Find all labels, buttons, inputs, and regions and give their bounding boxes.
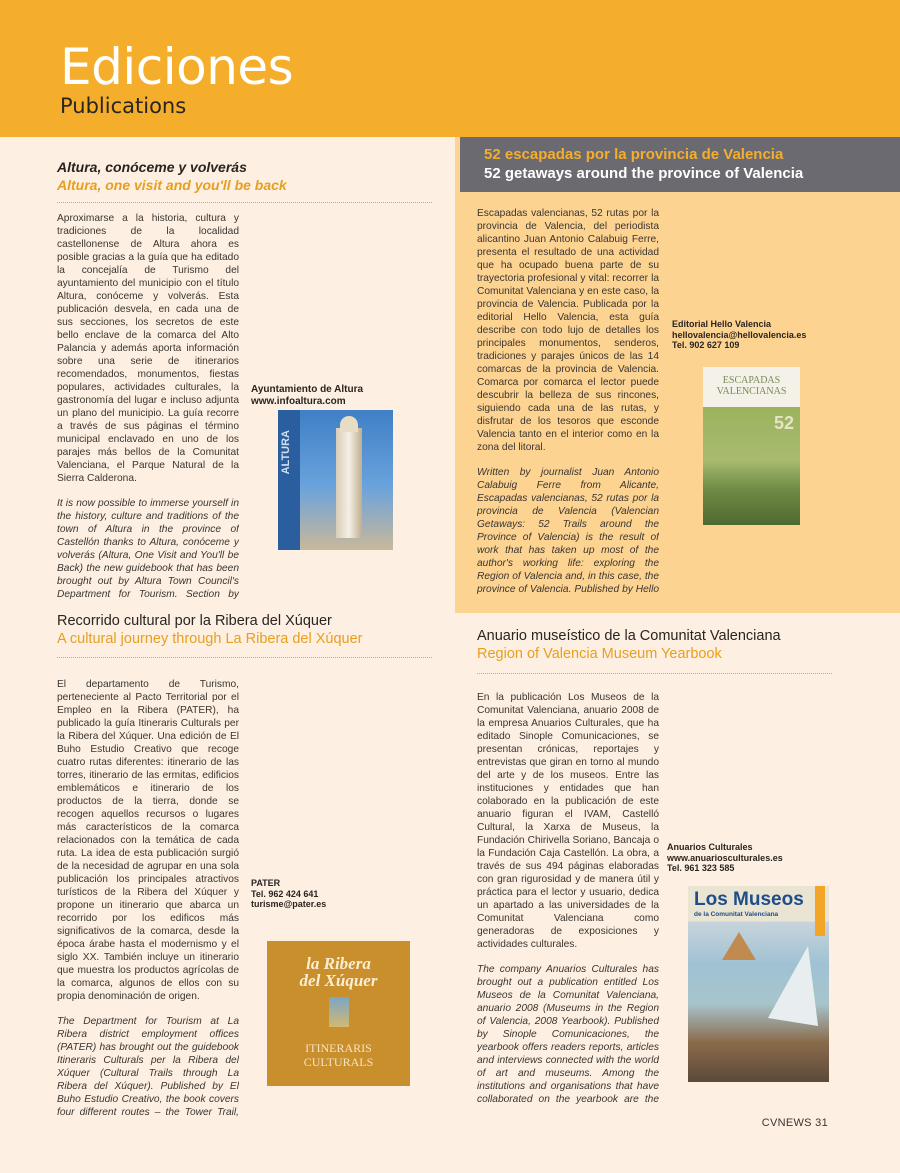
article-title-es: 52 escapadas por la provincia de Valencia: [484, 146, 784, 163]
article-altura-body-cont: [251, 212, 433, 355]
contact-phone: Tel. 902 627 109: [672, 340, 740, 350]
article-body-es: Aproximarse a la historia, cultura y tradiciones de la localidad castellonense de Altura ahora es posible gracias a la guía que ha editado la concejalía de Turismo del ayuntamiento del municipio con el título Altura, conóceme y volverás. Esta publicación desvela, en cada una de sus secciones, los secretos de este bello enclave de la comarca del Alto Palancia y además aporta información sobre una serie de itinerarios recomendados, monumentos, fiestas populares, actividades culturales, la gastronomía del lugar e incluso adjunta un plano del municipio. La guía recorre a través de sus páginas el término municipal enclavado en uno de los parajes más bellos de la Comunitat Valenciana, el Parque Natural de la Sierra Calderona.: [57, 213, 239, 484]
contact-phone: Tel. 961 323 585: [667, 863, 735, 873]
article-altura-body: [57, 212, 239, 613]
article-anuario-heading: [477, 627, 781, 663]
sail: [768, 946, 818, 1026]
cover-title-line: ESCAPADAS: [722, 375, 781, 386]
page-header: [0, 0, 900, 137]
article-title-en: Altura, one visit and you'll be back: [57, 177, 287, 193]
article-title-en: 52 getaways around the province of Valencia: [484, 165, 804, 182]
cover-illustration: [329, 997, 349, 1027]
contact-name: Ayuntamiento de Altura: [251, 384, 364, 395]
divider: [477, 673, 832, 674]
page-number: CVNEWS 31: [761, 1117, 828, 1129]
article-escapadas-body-cont: [672, 207, 854, 351]
cover-subtitle: de la Comunitat Valenciana: [694, 911, 779, 918]
article-title-es: Anuario museístico de la Comunitat Valenciana: [477, 628, 781, 644]
contact-info: [667, 842, 849, 874]
article-body-es: En la publicación Los Museos de la Comunitat Valenciana, anuario 2008 de la empresa Anuarios Culturales, que ha editado Sinople Comunicaciones, se presentan crónicas, reportajes y entrevistas que giran en torno al mundo del arte y de los museos. Entre las instituciones y entidades que han colaborado en la publicación de este anuario figuran el IVAM, Castelló Cultural, la Xarxa de Museus, la Fundación Chirivella Soriano, Bancaja o la Fundación Caja Castellón. La obra, a través de sus 494 páginas elaboradas con gran rigurosidad y de manera útil y práctica para el lector y usuario, dedica un apartado a las universidades de la Comunitat Valenciana como generadoras de exposiciones y actividades culturales.: [477, 692, 659, 950]
ribera-book-cover: [267, 941, 410, 1086]
contact-web[interactable]: www.anuariosculturales.es: [667, 852, 783, 863]
cover-title: [703, 375, 800, 397]
tower-top: [340, 416, 358, 432]
altura-book-cover: [278, 410, 393, 550]
article-altura-contact: [251, 378, 433, 408]
contact-web[interactable]: www.infoaltura.com: [251, 396, 346, 407]
page-subtitle: Publications: [60, 94, 187, 118]
cover-stripe: [815, 886, 825, 936]
contact-info: [672, 319, 854, 351]
article-anuario-body: [477, 691, 659, 1118]
cover-title: Los Museos: [694, 889, 804, 910]
divider: [57, 657, 432, 658]
article-body-en: The company Anuarios Culturales has brought out a publication entitled Los Museos de la Comunitat Valenciana, anuario 2008 (Museums in the Region of Valencia, 2008 Yearbook). Published by Sinople Comunicaciones, the yearbook offers readers reports, articles and interviews connected with the world of art and museums. Among the institutions and organisations that have collaborated on the yearbook are the: [477, 964, 659, 1105]
article-title-es: Altura, conóceme y volverás: [57, 159, 247, 175]
contact-info: [251, 878, 433, 910]
article-body-en-continued: [667, 691, 849, 834]
museos-book-cover: [688, 886, 829, 1082]
sailboat: [722, 932, 756, 960]
cover-number: 52: [773, 413, 794, 433]
contact-phone: Tel. 962 424 641: [251, 888, 319, 899]
contact-info: [251, 384, 433, 408]
article-title-en: Region of Valencia Museum Yearbook: [477, 646, 722, 662]
cover-subtitle: [267, 1041, 410, 1069]
cover-title: ALTURA: [280, 430, 292, 475]
cover-subtitle-line: ITINERARIS: [305, 1041, 372, 1055]
article-body-en-continued: [672, 207, 854, 311]
article-anuario-body-cont: [667, 691, 849, 874]
article-body-en: Written by journalist Juan Antonio Calabuig Ferre from Alicante, Escapadas valencianas, 52 rutas por la provincia de Valencia (Valencian Getaways: 52 Trails around the Province of Valencia) is the result of work that has taken up most of the author's working life: exploring the Region of Valencia and, in this case, the province of Valencia. Published by Hello: [477, 467, 659, 595]
contact-name: Editorial Hello Valencia: [672, 319, 772, 329]
article-body-en-continued: [251, 678, 433, 873]
article-title-en: A cultural journey through La Ribera del Xúquer: [57, 631, 363, 647]
contact-email[interactable]: hellovalencia@hellovalencia.es: [672, 329, 807, 340]
bell-tower: [336, 428, 362, 538]
escapadas-book-cover: [703, 367, 800, 525]
article-body-en: It is now possible to immerse yourself in the history, culture and traditions of the town of Altura in the province of Castellón thanks to Altura, conóceme y volverás (Altura, One Visit and You'll be Back) the new guidebook that has been brought out by Altura Town Council's Department for Tourism. Section by: [57, 498, 239, 600]
contact-name: Anuarios Culturales: [667, 842, 753, 852]
cover-title-line: del Xúquer: [299, 971, 378, 990]
article-altura-heading: [57, 158, 287, 194]
article-escapadas-body: [477, 207, 659, 608]
contact-email[interactable]: turisme@pater.es: [251, 899, 327, 909]
page-title: Ediciones: [60, 38, 294, 96]
cover-title: [267, 955, 410, 989]
cover-title-line: la Ribera: [306, 954, 371, 973]
article-title-es: Recorrido cultural por la Ribera del Xúquer: [57, 613, 332, 629]
article-ribera-body: [57, 678, 239, 1131]
cover-subtitle-line: CULTURALS: [303, 1055, 374, 1069]
article-ribera-heading: [57, 612, 363, 648]
featured-title-box: [460, 137, 900, 192]
contact-name: PATER: [251, 878, 281, 888]
article-body-en: The Department for Tourism at La Ribera district employment offices (PATER) has brought out the guidebook Itineraris Culturals per la Ribera del Xúquer (Cultural Trails through La Ribera del Xúquer). Published by El Buho Estudio Creativo, the book covers four different routes – the Tower Trail,: [57, 1016, 239, 1118]
article-body-es: Escapadas valencianas, 52 rutas por la provincia de Valencia, del periodista alicantino Juan Antonio Calabuig Ferre, presenta el resultado de una actividad que ha ocupado buena parte de su trayectoria profesional y vital: recorrer la Comunitat Valenciana y en este caso, la provincia de Valencia. Publicada por la editorial Hello Valencia, esta guía describe con todo lujo de detalles los principales monumentos, senderos, tradiciones y parajes únicos de las 14 comarcas de la provincia de Valencia. Comarca por comarca el lector puede descubrir la belleza de sus rincones, siguiendo cada una de las rutas, y disfrutar de los tesoros que esconde Valencia tanto en el interior como en la zona del litoral.: [477, 208, 659, 453]
article-ribera-body-cont: [251, 678, 433, 910]
cover-title-line: VALENCIANAS: [716, 386, 787, 397]
divider: [57, 202, 432, 203]
article-body-es: El departamento de Turismo, perteneciente al Pacto Territorial por el Empleo en la Ribera (PATER), ha publicado la guía Itineraris Culturals per la Ribera del Xúquer. Una edición de El Buho Estudio Creativo que recoge cuatro rutas diferentes: itinerario de las torres, itinerario de las ermitas, edificios emblemáticos e itinerario de los productos de la tierra, donde se recogen aquellos recursos o lugares más característicos de la comarca relacionados con la temática de cada ruta. La idea de esta publicación surgió de la necesidad de agrupar en una sola publicación los principales atractivos turísticos de la Ribera del Xúquer y propone un itinerario que abarca un recorrido por los edificos más significativos de la comarca, desde la época árabe hasta el modernismo y el siglo XX. También incluye un itinerario que muestra los productos agrícolas de la comarca, algunos de ellos con su propia denominación de origen.: [57, 679, 239, 1002]
